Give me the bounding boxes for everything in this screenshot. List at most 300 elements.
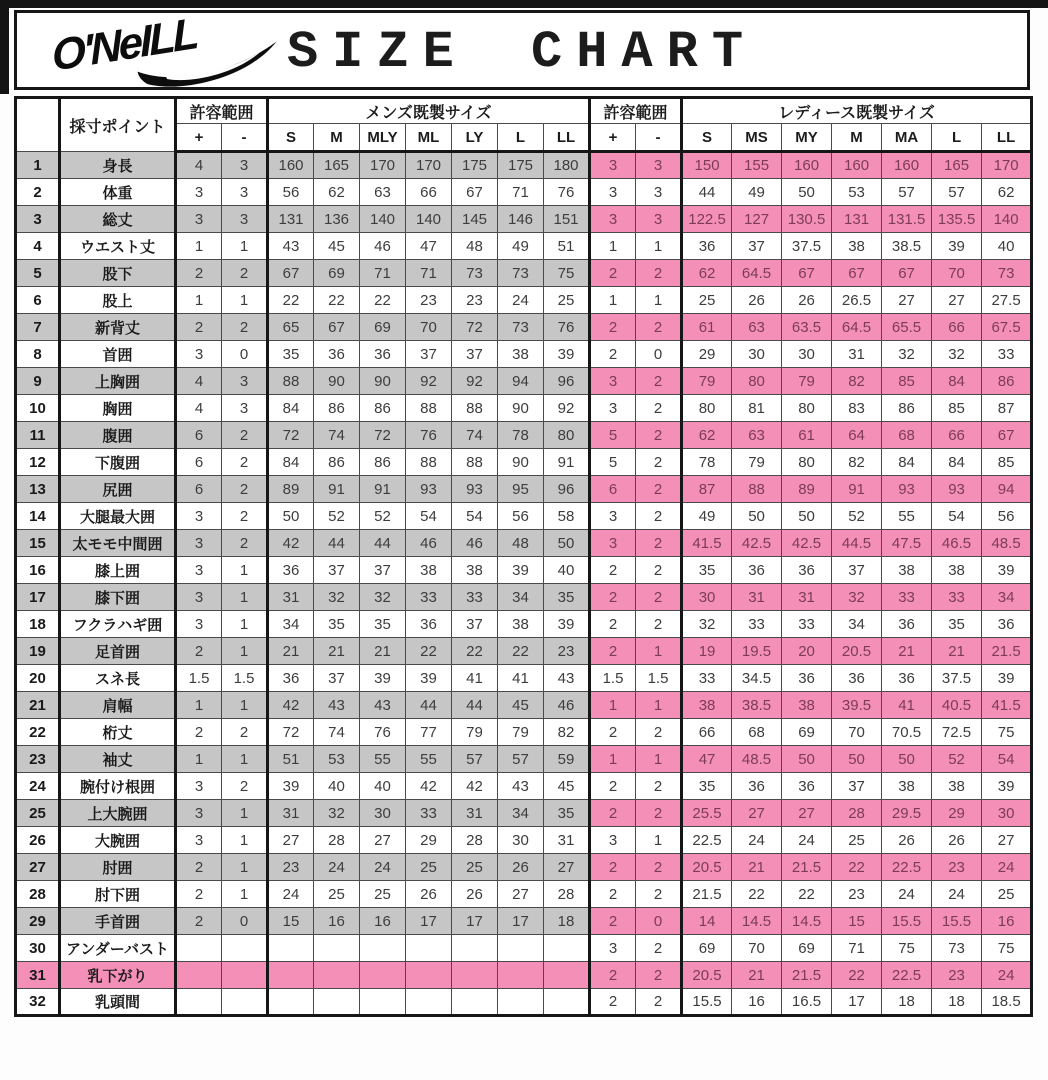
value-cell: 36	[982, 611, 1032, 638]
value-cell: 36	[882, 611, 932, 638]
value-cell	[222, 935, 268, 962]
value-cell: 44.5	[832, 530, 882, 557]
size-header-cell: LL	[982, 124, 1032, 152]
value-cell: 1	[222, 800, 268, 827]
value-cell: 38	[452, 557, 498, 584]
value-cell: 73	[498, 260, 544, 287]
value-cell: 22	[782, 881, 832, 908]
minus-header-cell: -	[636, 124, 682, 152]
value-cell: 67.5	[982, 314, 1032, 341]
value-cell	[176, 989, 222, 1016]
value-cell: 80	[732, 368, 782, 395]
value-cell: 73	[982, 260, 1032, 287]
row-number-cell: 5	[16, 260, 60, 287]
value-cell: 2	[590, 908, 636, 935]
value-cell: 86	[982, 368, 1032, 395]
value-cell: 2	[590, 962, 636, 989]
value-cell: 29	[406, 827, 452, 854]
value-cell: 28	[452, 827, 498, 854]
value-cell: 1.5	[636, 665, 682, 692]
value-cell	[314, 935, 360, 962]
value-cell: 53	[314, 746, 360, 773]
value-cell: 2	[222, 503, 268, 530]
value-cell: 50	[832, 746, 882, 773]
table-row	[16, 557, 1032, 584]
value-cell: 31	[544, 827, 590, 854]
measure-label-cell: 膝下囲	[60, 584, 176, 611]
value-cell: 89	[268, 476, 314, 503]
value-cell: 2	[222, 422, 268, 449]
value-cell: 2	[222, 476, 268, 503]
measure-label-cell: フクラハギ囲	[60, 611, 176, 638]
row-number-cell: 13	[16, 476, 60, 503]
table-row	[16, 638, 1032, 665]
value-cell: 44	[452, 692, 498, 719]
value-cell: 69	[782, 719, 832, 746]
value-cell: 84	[932, 449, 982, 476]
value-cell: 36	[732, 557, 782, 584]
value-cell	[406, 962, 452, 989]
value-cell: 79	[452, 719, 498, 746]
value-cell: 145	[452, 206, 498, 233]
row-number-cell: 8	[16, 341, 60, 368]
value-cell: 21.5	[682, 881, 732, 908]
plus-header-cell: +	[590, 124, 636, 152]
value-cell: 80	[682, 395, 732, 422]
minus-header-cell: -	[222, 124, 268, 152]
value-cell: 57	[882, 179, 932, 206]
value-cell: 36	[782, 557, 832, 584]
value-cell: 3	[590, 395, 636, 422]
value-cell: 21	[314, 638, 360, 665]
value-cell: 23	[406, 287, 452, 314]
value-cell: 66	[406, 179, 452, 206]
value-cell: 160	[832, 152, 882, 179]
table-row	[16, 746, 1032, 773]
value-cell: 26.5	[832, 287, 882, 314]
value-cell: 92	[544, 395, 590, 422]
value-cell: 90	[314, 368, 360, 395]
value-cell: 2	[636, 368, 682, 395]
value-cell: 79	[782, 368, 832, 395]
value-cell: 28	[314, 827, 360, 854]
value-cell: 75	[982, 935, 1032, 962]
value-cell: 122.5	[682, 206, 732, 233]
table-row	[16, 962, 1032, 989]
value-cell: 71	[498, 179, 544, 206]
value-cell: 2	[590, 260, 636, 287]
value-cell: 82	[544, 719, 590, 746]
value-cell: 17	[406, 908, 452, 935]
value-cell: 6	[590, 476, 636, 503]
value-cell: 4	[176, 395, 222, 422]
value-cell: 36	[682, 233, 732, 260]
value-cell: 22	[406, 638, 452, 665]
measure-label-cell: 手首囲	[60, 908, 176, 935]
value-cell: 47	[682, 746, 732, 773]
value-cell: 72	[452, 314, 498, 341]
table-row	[16, 773, 1032, 800]
value-cell: 131.5	[882, 206, 932, 233]
row-number-cell: 30	[16, 935, 60, 962]
value-cell: 73	[932, 935, 982, 962]
value-cell: 1	[222, 881, 268, 908]
value-cell: 0	[636, 341, 682, 368]
value-cell: 1	[590, 692, 636, 719]
measure-label-cell: 太モモ中間囲	[60, 530, 176, 557]
row-number-cell: 15	[16, 530, 60, 557]
value-cell: 33	[452, 584, 498, 611]
size-header-cell: L	[498, 124, 544, 152]
value-cell: 41	[882, 692, 932, 719]
value-cell: 46.5	[932, 530, 982, 557]
table-row	[16, 665, 1032, 692]
value-cell: 131	[832, 206, 882, 233]
value-cell: 24	[360, 854, 406, 881]
value-cell: 33	[882, 584, 932, 611]
value-cell: 70.5	[882, 719, 932, 746]
value-cell: 42	[406, 773, 452, 800]
value-cell: 67	[782, 260, 832, 287]
size-header-cell: S	[268, 124, 314, 152]
value-cell: 72.5	[932, 719, 982, 746]
value-cell: 5	[590, 422, 636, 449]
table-row	[16, 719, 1032, 746]
value-cell: 22	[832, 854, 882, 881]
value-cell: 54	[982, 746, 1032, 773]
value-cell: 0	[222, 908, 268, 935]
value-cell: 88	[452, 449, 498, 476]
value-cell: 76	[544, 314, 590, 341]
value-cell: 3	[176, 206, 222, 233]
value-cell: 38	[682, 692, 732, 719]
value-cell: 3	[176, 557, 222, 584]
table-row	[16, 989, 1032, 1016]
value-cell: 1	[222, 692, 268, 719]
value-cell: 39	[982, 773, 1032, 800]
value-cell: 27	[360, 827, 406, 854]
value-cell: 64.5	[732, 260, 782, 287]
value-cell: 136	[314, 206, 360, 233]
measure-label-cell: 桁丈	[60, 719, 176, 746]
value-cell: 90	[498, 395, 544, 422]
title-banner	[14, 10, 1030, 90]
value-cell: 26	[406, 881, 452, 908]
value-cell: 17	[832, 989, 882, 1016]
table-row	[16, 827, 1032, 854]
value-cell: 25	[406, 854, 452, 881]
value-cell: 57	[498, 746, 544, 773]
value-cell: 85	[882, 368, 932, 395]
page-title: SIZE CHART	[286, 23, 758, 82]
row-number-cell: 3	[16, 206, 60, 233]
size-header-cell: ML	[406, 124, 452, 152]
value-cell	[498, 989, 544, 1016]
value-cell: 24	[982, 962, 1032, 989]
row-number-cell: 29	[16, 908, 60, 935]
value-cell: 31	[452, 800, 498, 827]
value-cell: 2	[636, 800, 682, 827]
value-cell: 67	[882, 260, 932, 287]
value-cell: 0	[636, 908, 682, 935]
value-cell: 33	[406, 584, 452, 611]
value-cell: 6	[176, 476, 222, 503]
value-cell: 2	[636, 584, 682, 611]
value-cell: 140	[982, 206, 1032, 233]
value-cell: 81	[732, 395, 782, 422]
value-cell: 39	[406, 665, 452, 692]
value-cell: 23	[544, 638, 590, 665]
value-cell: 40	[544, 557, 590, 584]
value-cell: 88	[406, 449, 452, 476]
value-cell: 69	[782, 935, 832, 962]
value-cell: 44	[406, 692, 452, 719]
value-cell: 25	[452, 854, 498, 881]
value-cell: 43	[360, 692, 406, 719]
value-cell: 3	[636, 152, 682, 179]
value-cell: 1	[222, 287, 268, 314]
value-cell: 5	[590, 449, 636, 476]
value-cell: 91	[314, 476, 360, 503]
value-cell: 34	[832, 611, 882, 638]
row-number-cell: 20	[16, 665, 60, 692]
value-cell: 160	[882, 152, 932, 179]
corner-cell	[16, 98, 60, 152]
table-row	[16, 152, 1032, 179]
value-cell: 35	[682, 773, 732, 800]
size-header-cell: MLY	[360, 124, 406, 152]
value-cell: 86	[314, 395, 360, 422]
size-chart-table	[14, 96, 1033, 1017]
value-cell: 1	[590, 746, 636, 773]
value-cell: 2	[176, 719, 222, 746]
size-header-cell: M	[314, 124, 360, 152]
value-cell: 67	[314, 314, 360, 341]
value-cell: 79	[682, 368, 732, 395]
value-cell: 50	[782, 503, 832, 530]
value-cell: 47	[406, 233, 452, 260]
value-cell: 6	[176, 449, 222, 476]
value-cell: 15.5	[932, 908, 982, 935]
value-cell: 25	[982, 881, 1032, 908]
value-cell: 38.5	[882, 233, 932, 260]
table-row	[16, 260, 1032, 287]
table-header	[16, 98, 1032, 152]
row-number-cell: 32	[16, 989, 60, 1016]
value-cell: 127	[732, 206, 782, 233]
photo-top-edge	[0, 0, 1048, 8]
value-cell: 90	[498, 449, 544, 476]
value-cell: 3	[176, 611, 222, 638]
row-number-cell: 24	[16, 773, 60, 800]
value-cell: 27	[982, 827, 1032, 854]
measure-label-cell: 肘囲	[60, 854, 176, 881]
measure-label-cell: 腹囲	[60, 422, 176, 449]
value-cell: 40	[982, 233, 1032, 260]
value-cell: 2	[636, 260, 682, 287]
measure-label-cell: 乳頭間	[60, 989, 176, 1016]
value-cell: 3	[636, 206, 682, 233]
value-cell: 2	[222, 719, 268, 746]
value-cell	[176, 935, 222, 962]
value-cell: 27.5	[982, 287, 1032, 314]
value-cell: 165	[314, 152, 360, 179]
value-cell: 78	[682, 449, 732, 476]
table-row	[16, 476, 1032, 503]
value-cell: 31	[268, 800, 314, 827]
value-cell: 32	[314, 584, 360, 611]
value-cell: 36	[832, 665, 882, 692]
value-cell: 47.5	[882, 530, 932, 557]
value-cell: 74	[314, 719, 360, 746]
value-cell: 37	[314, 557, 360, 584]
value-cell: 73	[498, 314, 544, 341]
value-cell: 21	[360, 638, 406, 665]
value-cell: 43	[268, 233, 314, 260]
value-cell: 155	[732, 152, 782, 179]
value-cell: 24	[314, 854, 360, 881]
value-cell: 48	[452, 233, 498, 260]
table-row	[16, 395, 1032, 422]
value-cell: 2	[590, 341, 636, 368]
value-cell: 1	[636, 692, 682, 719]
value-cell	[314, 962, 360, 989]
value-cell: 37	[314, 665, 360, 692]
value-cell: 35	[544, 584, 590, 611]
value-cell: 20	[782, 638, 832, 665]
value-cell: 16	[982, 908, 1032, 935]
value-cell: 57	[452, 746, 498, 773]
value-cell: 2	[590, 800, 636, 827]
value-cell: 39	[498, 557, 544, 584]
value-cell: 33	[782, 611, 832, 638]
value-cell: 54	[406, 503, 452, 530]
row-number-cell: 23	[16, 746, 60, 773]
value-cell: 39	[268, 773, 314, 800]
value-cell: 92	[452, 368, 498, 395]
value-cell: 96	[544, 476, 590, 503]
value-cell: 25	[832, 827, 882, 854]
value-cell: 2	[222, 260, 268, 287]
value-cell	[268, 935, 314, 962]
value-cell: 23	[832, 881, 882, 908]
value-cell: 74	[452, 422, 498, 449]
value-cell: 62	[314, 179, 360, 206]
value-cell: 52	[314, 503, 360, 530]
value-cell: 21.5	[782, 854, 832, 881]
value-cell: 42	[452, 773, 498, 800]
measure-label-cell: 体重	[60, 179, 176, 206]
table-row	[16, 179, 1032, 206]
value-cell: 131	[268, 206, 314, 233]
value-cell	[498, 962, 544, 989]
table-row	[16, 854, 1032, 881]
value-cell: 22	[268, 287, 314, 314]
value-cell: 63	[732, 422, 782, 449]
value-cell: 1	[636, 233, 682, 260]
value-cell: 40	[360, 773, 406, 800]
value-cell: 75	[982, 719, 1032, 746]
value-cell: 22.5	[882, 854, 932, 881]
value-cell: 36	[882, 665, 932, 692]
value-cell: 4	[176, 152, 222, 179]
value-cell: 33	[982, 341, 1032, 368]
value-cell: 65	[268, 314, 314, 341]
measure-label-cell: 膝上囲	[60, 557, 176, 584]
value-cell: 33	[682, 665, 732, 692]
value-cell: 2	[590, 854, 636, 881]
value-cell: 67	[982, 422, 1032, 449]
value-cell: 3	[176, 179, 222, 206]
value-cell: 25	[544, 287, 590, 314]
value-cell: 35	[268, 341, 314, 368]
value-cell: 79	[732, 449, 782, 476]
measure-label-cell: ウエスト丈	[60, 233, 176, 260]
value-cell: 52	[932, 746, 982, 773]
row-number-cell: 14	[16, 503, 60, 530]
value-cell: 0	[222, 341, 268, 368]
value-cell: 85	[982, 449, 1032, 476]
value-cell: 36	[782, 665, 832, 692]
row-number-cell: 9	[16, 368, 60, 395]
value-cell: 36	[406, 611, 452, 638]
value-cell: 84	[932, 368, 982, 395]
value-cell: 39	[982, 665, 1032, 692]
value-cell: 15.5	[882, 908, 932, 935]
value-cell: 150	[682, 152, 732, 179]
size-chart-sheet	[14, 10, 1030, 1017]
value-cell: 78	[498, 422, 544, 449]
value-cell: 54	[452, 503, 498, 530]
value-cell: 1	[176, 692, 222, 719]
value-cell: 2	[636, 314, 682, 341]
value-cell: 82	[832, 368, 882, 395]
value-cell: 85	[932, 395, 982, 422]
value-cell: 3	[590, 179, 636, 206]
value-cell: 25	[314, 881, 360, 908]
row-number-cell: 22	[16, 719, 60, 746]
value-cell: 3	[222, 206, 268, 233]
value-cell: 160	[268, 152, 314, 179]
value-cell: 1	[222, 638, 268, 665]
value-cell: 1.5	[590, 665, 636, 692]
value-cell: 27	[732, 800, 782, 827]
value-cell: 18.5	[982, 989, 1032, 1016]
value-cell: 89	[782, 476, 832, 503]
value-cell: 2	[636, 773, 682, 800]
value-cell: 37	[832, 773, 882, 800]
value-cell: 62	[982, 179, 1032, 206]
value-cell: 36	[314, 341, 360, 368]
value-cell: 22	[498, 638, 544, 665]
value-cell: 48.5	[732, 746, 782, 773]
value-cell: 1	[176, 287, 222, 314]
value-cell: 84	[268, 395, 314, 422]
value-cell: 36	[782, 773, 832, 800]
row-number-cell: 16	[16, 557, 60, 584]
value-cell: 2	[636, 719, 682, 746]
value-cell: 84	[882, 449, 932, 476]
value-cell	[360, 989, 406, 1016]
value-cell: 50	[782, 746, 832, 773]
table-row	[16, 800, 1032, 827]
size-header-cell: LY	[452, 124, 498, 152]
value-cell: 25	[682, 287, 732, 314]
value-cell	[452, 989, 498, 1016]
value-cell: 76	[406, 422, 452, 449]
table-row	[16, 287, 1032, 314]
value-cell: 55	[882, 503, 932, 530]
